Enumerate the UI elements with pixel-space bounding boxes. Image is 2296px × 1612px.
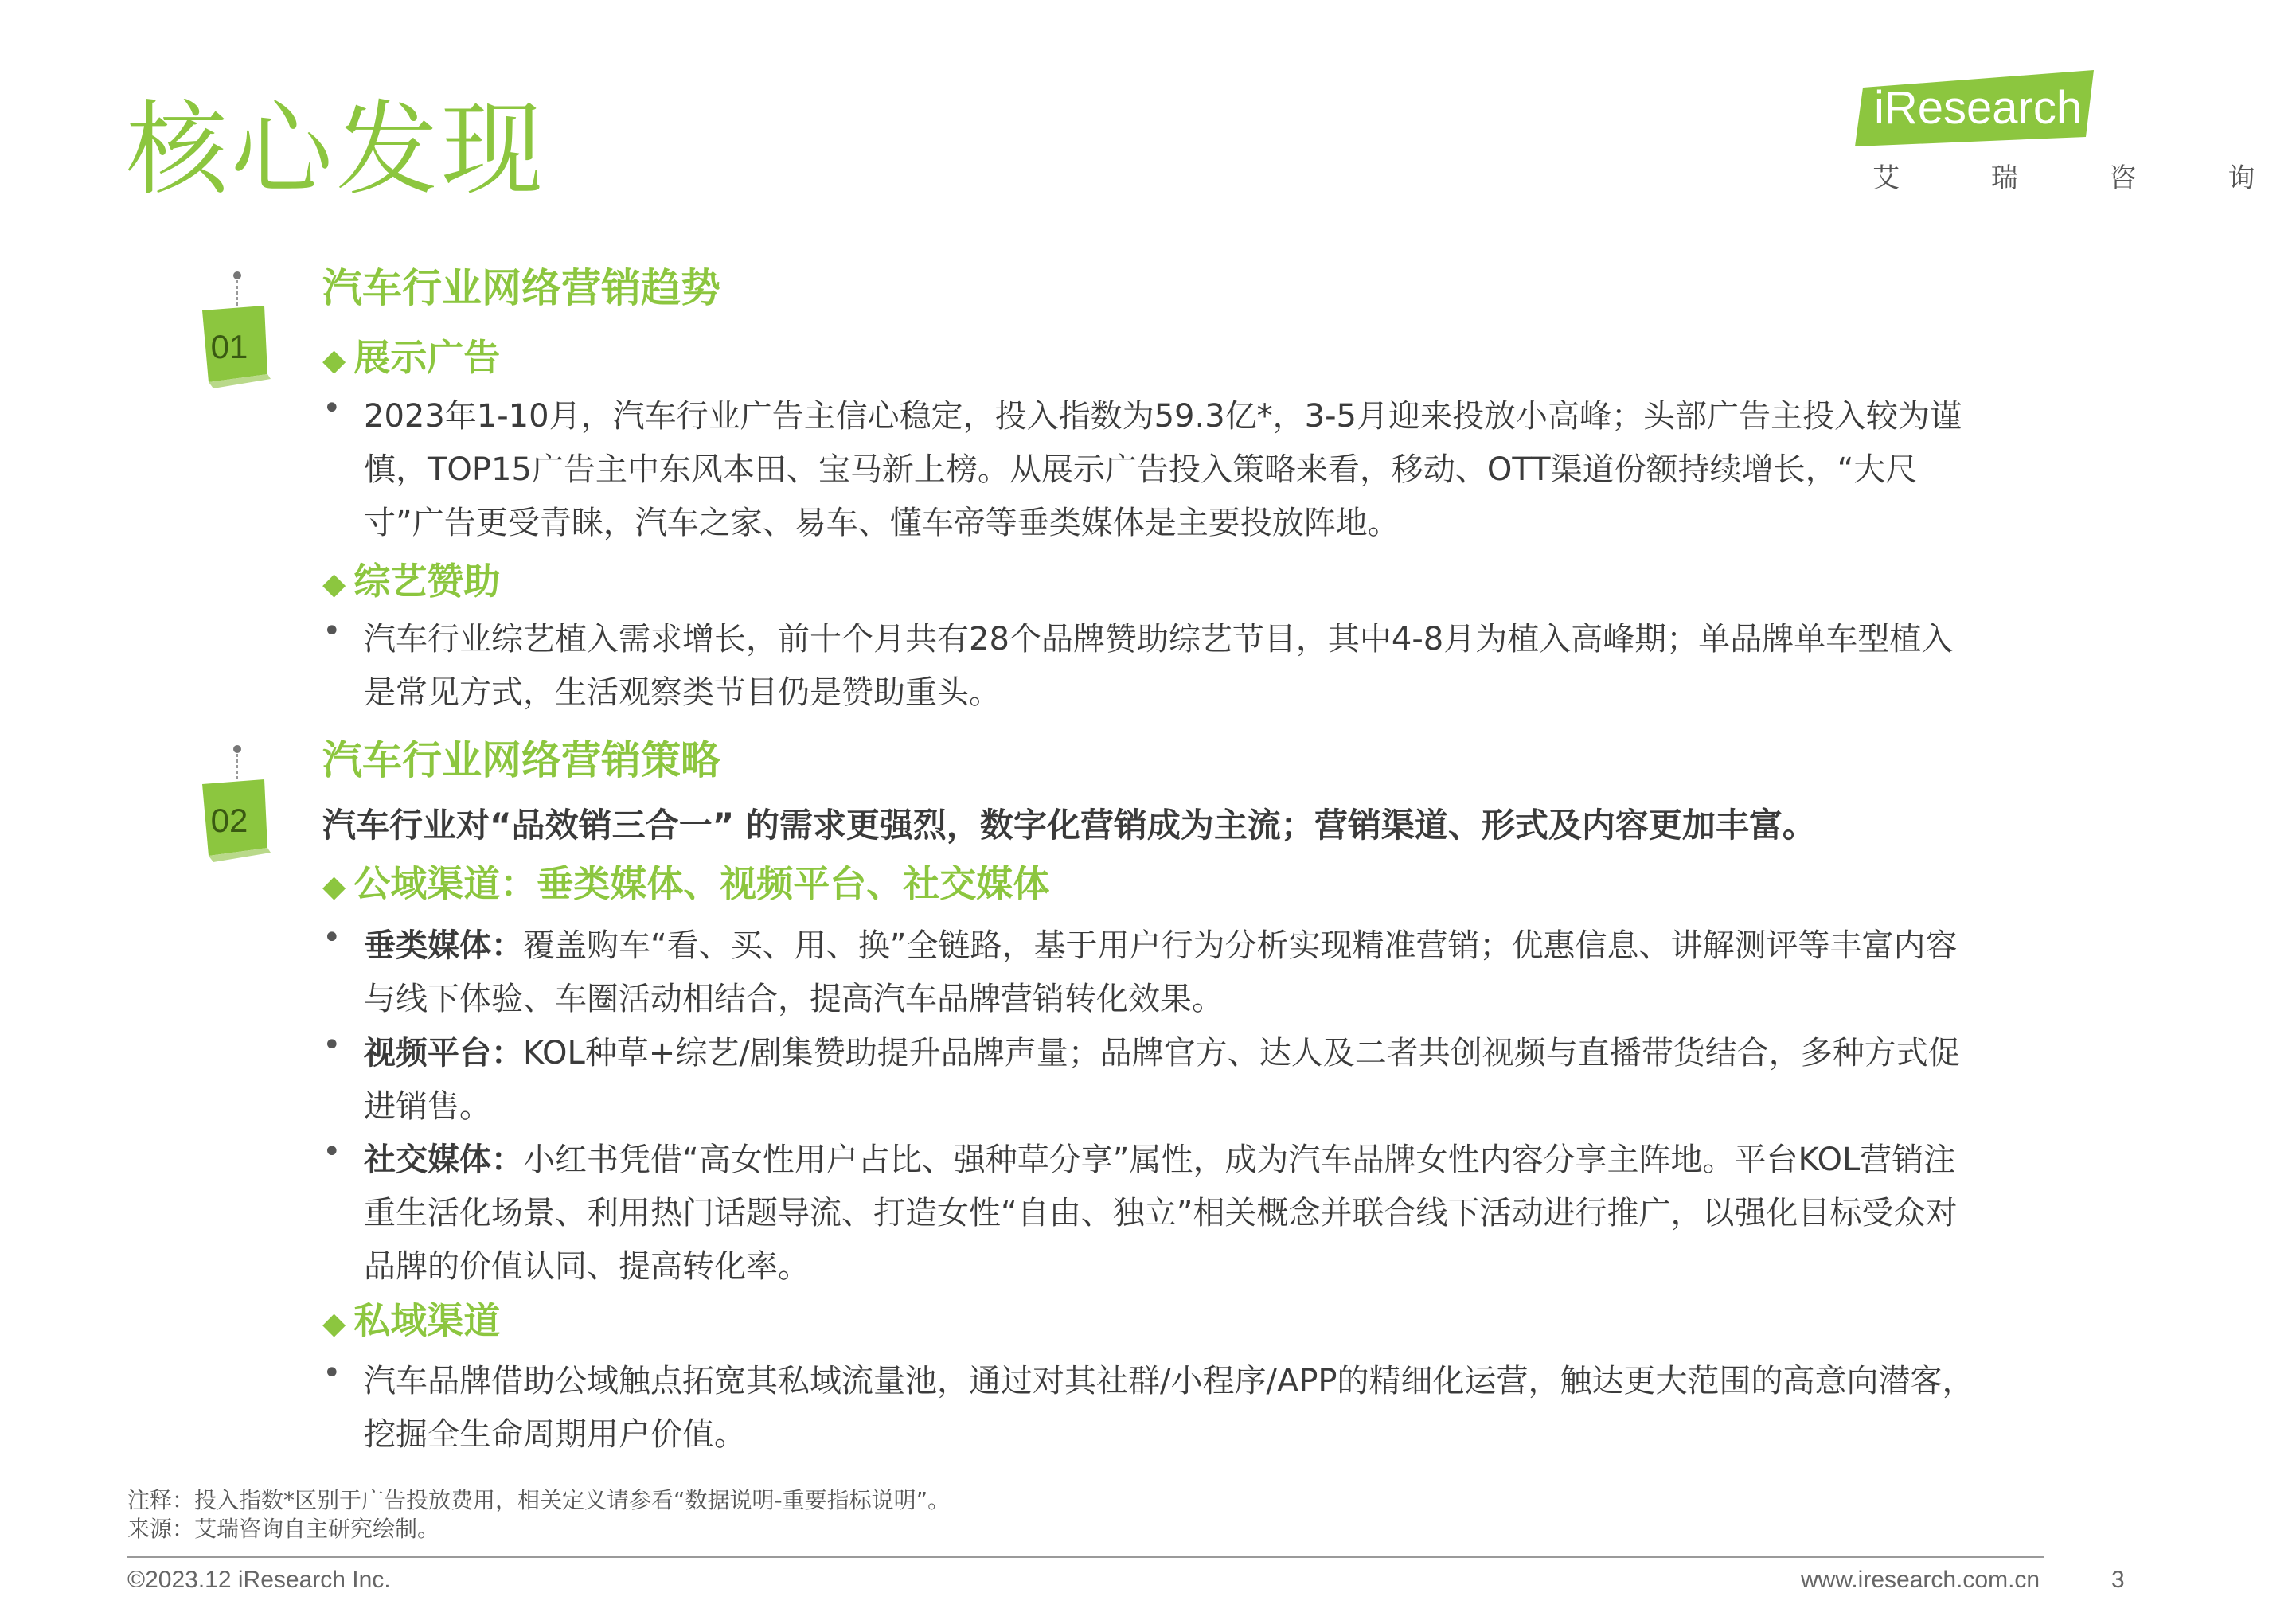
bullet-body: KOL种草+综艺/剧集赞助提升品牌声量；品牌官方、达人及二者共创视频与直播带货结合，多种方式促进销售。: [364, 1035, 1960, 1125]
bullet-icon: •: [322, 1355, 342, 1391]
section-number: 01: [210, 328, 248, 365]
subheading-public-channels: [322, 862, 1049, 906]
subheading-label: 综艺赞助: [353, 560, 501, 603]
iresearch-logo: [1855, 70, 2296, 194]
bullet-text: 汽车品牌借助公域触点拓宽其私域流量池，通过对其社群/小程序/APP的精细化运营，触达更大范围的高意向潜客，挖掘全生命周期用户价值。: [364, 1363, 1974, 1453]
diamond-icon: ◆: [322, 342, 346, 377]
website-link[interactable]: www.iresearch.com.cn: [1801, 1567, 2040, 1593]
bullet-text: 汽车行业综艺植入需求增长，前十个月共有28个品牌赞助综艺节目，其中4-8月为植入高峰期；单品牌单车型植入是常见方式，生活观察类节目仍是赞助重头。: [364, 621, 1954, 711]
bullet-text: [364, 919, 1976, 1026]
bullet-icon: •: [322, 1027, 342, 1064]
bullet-icon: •: [322, 613, 342, 650]
bullet-body: 小红书凭借“高女性用户占比、强种草分享”属性，成为汽车品牌女性内容分享主阵地。平台KOL营销注重生活化场景、利用热门话题导流、打造女性“自由、独立”相关概念并联合线下活动进行推广，以强化目标受众对品牌的价值认同、提高转化率。: [364, 1142, 1958, 1285]
bullet-text: [364, 1134, 1976, 1294]
copyright: ©2023.12 iResearch Inc.: [127, 1567, 391, 1593]
bullet-label: 社交媒体：: [364, 1142, 523, 1178]
section-title-strategy: 汽车行业网络营销策略: [322, 737, 720, 783]
section-number: 02: [210, 802, 248, 839]
subheading-label: 展示广告: [353, 336, 501, 379]
bullet-label: 垂类媒体：: [364, 927, 523, 964]
bullet-text: 2023年1-10月，汽车行业广告主信心稳定，投入指数为59.3亿*，3-5月迎来投放小高峰；头部广告主投入较为谨慎，TOP15广告主中东风本田、宝马新上榜。从展示广告投入策略来看，移动、OTT渠道份额持续增长，“大尺寸”广告更受青睐，汽车之家、易车、懂车帝等垂类媒体是主要投放阵地。: [364, 398, 1962, 541]
subheading-private-channels: [322, 1299, 500, 1343]
bullet-text: [364, 1027, 1976, 1134]
page-number: 3: [2111, 1567, 2125, 1593]
footnote: 注释：投入指数*区别于广告投放费用，相关定义请参看“数据说明-重要指标说明”。: [127, 1487, 951, 1513]
section-number-note-02: [191, 744, 271, 872]
subheading-label: 私域渠道: [353, 1299, 501, 1342]
section-title-trend: 汽车行业网络营销趋势: [322, 265, 720, 311]
diamond-icon: ◆: [322, 566, 346, 601]
subheading-label: 公域渠道：垂类媒体、视频平台、社交媒体: [353, 862, 1050, 905]
section-lead-text: 汽车行业对“品效销三合一” 的需求更强烈，数字化营销成为主流；营销渠道、形式及内容更加丰富。: [322, 806, 1816, 845]
section-number-note-01: [191, 271, 271, 398]
diamond-icon: ◆: [322, 1306, 346, 1341]
footer-divider: [127, 1556, 2044, 1558]
bullet-icon: •: [322, 919, 342, 956]
bullet-label: 视频平台：: [364, 1035, 523, 1071]
bullet-icon: •: [322, 1134, 342, 1170]
diamond-icon: ◆: [322, 868, 346, 904]
subheading-variety-sponsorship: [322, 560, 500, 603]
source-note: 来源：艾瑞咨询自主研究绘制。: [127, 1516, 440, 1542]
bullet-body: 覆盖购车“看、买、用、换”全链路，基于用户行为分析实现精准营销；优惠信息、讲解测评等丰富内容与线下体验、车圈活动相结合，提高汽车品牌营销转化效果。: [364, 927, 1958, 1017]
logo-subtitle: 艾 瑞 咨 询: [1872, 162, 2296, 194]
logo-text: iResearch: [1874, 82, 2083, 134]
subheading-display-ads: [322, 336, 500, 380]
bullet-icon: •: [322, 390, 342, 427]
page-title: 核心发现: [126, 91, 547, 209]
